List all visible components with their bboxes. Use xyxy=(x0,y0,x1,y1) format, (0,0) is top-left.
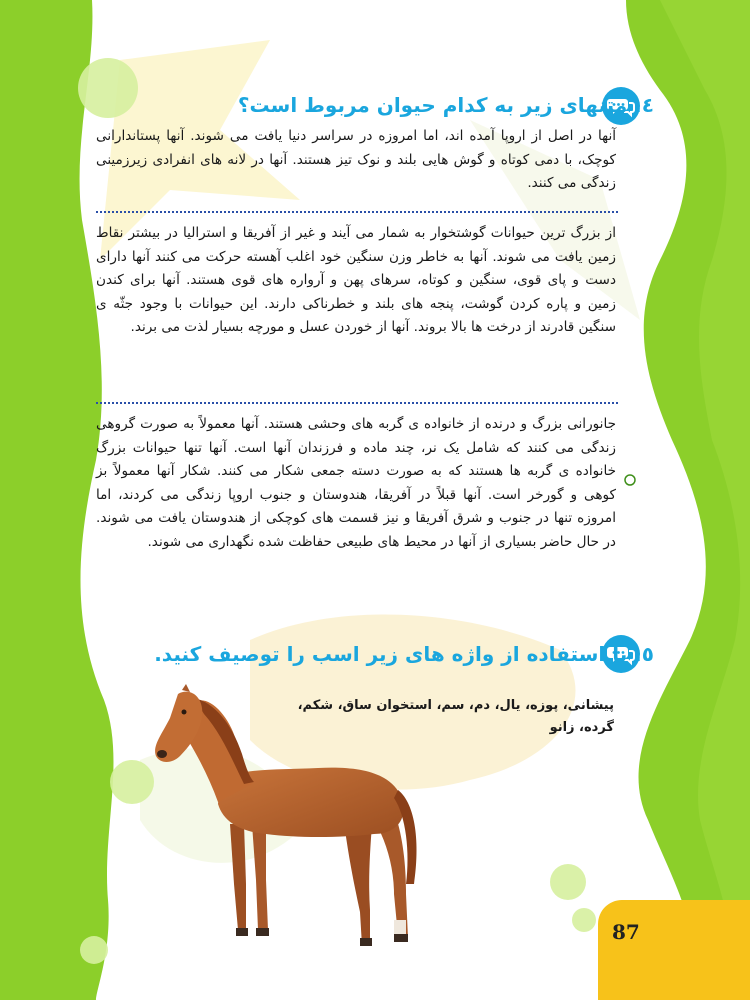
section-4-paragraph-2: از بزرگ ترین حیوانات گوشتخوار به شمار می آیند و غیر از آفریقا و استرالیا در بیشتر نقاط زمین یافت می شوند. آنها به خاطر وزن سنگین خود اغلب آهسته حرکت می کنند آنها دارای دست و پای قوی، سنگین و کوتاه، سرهای پهن و آرواره های قوی هستند. آنها برای کندن زمین و پاره کردن گوشت، پنجه های بلند و خطرناکی دارند. این حیوانات با وجود جثّه ی سنگین قادرند از درخت ها بالا بروند. آنها از خوردن عسل و مورچه بسیار لذت می برند. xyxy=(96,225,616,335)
vocabulary-line-1: پیشانی، پوزه، یال، دم، سم، استخوان ساق، شکم، xyxy=(297,698,614,713)
dotted-separator xyxy=(96,211,618,213)
dotted-separator xyxy=(96,402,618,404)
section-4-paragraph-3: جانورانی بزرگ و درنده از خانواده ی گربه های وحشی هستند. آنها معمولاً به صورت گروهی زندگی می کنند که شامل یک نر، چند ماده و فرزندان آنها است. آنها تنها حیوانات بزرگ خانواده ی گربه ها هستند که به صورت دسته جمعی شکار می کنند. شکار آنها معمولاً بز کوهی و گورخر است. آنها قبلاً در آفریقا، هندوستان و جنوب اروپا زندگی می کردند، اما امروزه تنها در جنوب و شرق آفریقا و نیز قسمت های کوچکی از هندوستان یافت می شوند. در حال حاضر بسیاری از آنها در محیط های طبیعی حفاظت شده نگهداری می شوند. xyxy=(96,416,616,550)
vocabulary-line-2: گرده، زانو xyxy=(549,720,614,735)
section-5-title: ٥. با استفاده از واژه های زیر اسب را توصیف کنید. xyxy=(154,642,654,666)
section-4-paragraph-1: آنها در اصل از اروپا آمده اند، اما امروزه در سراسر دنیا یافت می شوند. آنها پستاندارانی کوچک، با دمی کوتاه و گوش هایی بلند و نوک تیز هستند. آنها در لانه های انفرادی زیرزمینی زندگی می کنند. xyxy=(96,128,616,191)
horse-image xyxy=(148,684,424,956)
page-number-tab xyxy=(598,900,750,1000)
page-number: 87 xyxy=(612,920,640,944)
section-4-title: ٤. متنهای زیر به کدام حیوان مربوط است؟ xyxy=(237,93,654,117)
